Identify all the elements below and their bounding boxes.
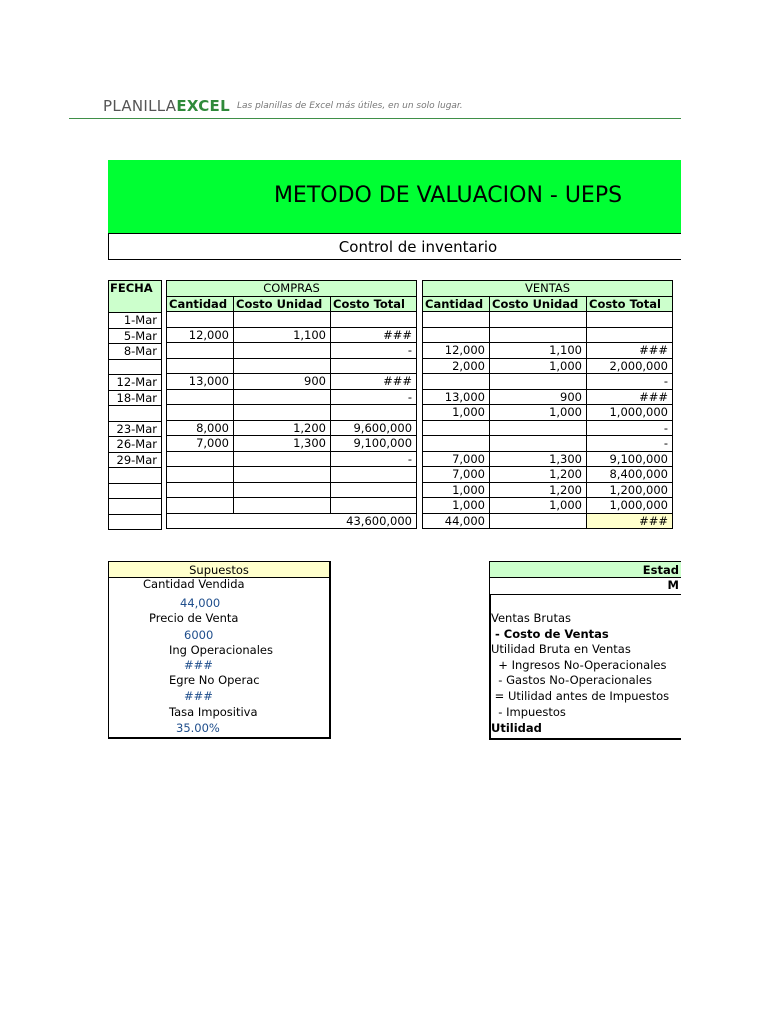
compras-costo-unidad-cell[interactable] bbox=[234, 498, 331, 514]
fecha-cell[interactable] bbox=[109, 499, 162, 515]
ventas-table bbox=[422, 280, 673, 529]
compras-cantidad-cell[interactable]: 7,000 bbox=[167, 436, 234, 452]
fecha-cell[interactable] bbox=[109, 483, 162, 499]
ventas-cantidad-cell[interactable]: 1,000 bbox=[423, 498, 490, 514]
table-row bbox=[109, 313, 162, 329]
ventas-cantidad-cell[interactable]: 7,000 bbox=[423, 467, 490, 483]
page-subtitle: Control de inventario bbox=[338, 238, 498, 256]
compras-costo-total-cell[interactable] bbox=[331, 482, 417, 498]
compras-costo-unidad-cell[interactable] bbox=[234, 467, 331, 483]
ventas-costo-total-cell[interactable]: 1,000,000 bbox=[587, 405, 673, 421]
ventas-costo-total-cell[interactable] bbox=[587, 327, 673, 343]
compras-costo-total-cell[interactable]: - bbox=[331, 389, 417, 405]
compras-col-costo-total: Costo Total bbox=[331, 296, 417, 312]
table-row bbox=[167, 358, 417, 374]
compras-costo-total-cell[interactable]: - bbox=[331, 451, 417, 467]
supuesto-value-precio-venta[interactable]: 6000 bbox=[184, 628, 214, 642]
ventas-cantidad-cell[interactable] bbox=[423, 327, 490, 343]
table-row bbox=[167, 312, 417, 328]
fecha-cell[interactable]: 1-Mar bbox=[109, 313, 162, 329]
supuesto-label-precio-venta: Precio de Venta bbox=[149, 611, 239, 625]
compras-costo-total-cell[interactable] bbox=[331, 498, 417, 514]
table-row bbox=[167, 374, 417, 390]
compras-costo-unidad-cell[interactable] bbox=[234, 358, 331, 374]
table-row bbox=[109, 359, 162, 375]
ventas-costo-unidad-cell[interactable]: 1,000 bbox=[490, 498, 587, 514]
compras-costo-unidad-cell[interactable] bbox=[234, 343, 331, 359]
ventas-costo-total-cell[interactable]: ### bbox=[587, 389, 673, 405]
fecha-cell[interactable] bbox=[109, 514, 162, 530]
table-row bbox=[167, 436, 417, 452]
table-row bbox=[423, 358, 673, 374]
brand-name-part1: PLANILLA bbox=[103, 97, 177, 115]
compras-cantidad-cell[interactable] bbox=[167, 343, 234, 359]
fecha-table bbox=[108, 280, 162, 530]
table-row bbox=[109, 344, 162, 360]
ventas-col-costo-total: Costo Total bbox=[587, 296, 673, 312]
fecha-cell[interactable]: 5-Mar bbox=[109, 328, 162, 344]
compras-costo-total-cell[interactable]: ### bbox=[331, 374, 417, 390]
table-row bbox=[423, 343, 673, 359]
compras-col-costo-unidad: Costo Unidad bbox=[234, 296, 331, 312]
table-row bbox=[167, 482, 417, 498]
compras-costo-unidad-cell[interactable] bbox=[234, 482, 331, 498]
table-row bbox=[167, 389, 417, 405]
fecha-cell[interactable]: 12-Mar bbox=[109, 375, 162, 391]
compras-costo-total-cell[interactable] bbox=[331, 405, 417, 421]
ventas-cantidad-cell[interactable] bbox=[423, 420, 490, 436]
table-row bbox=[109, 452, 162, 468]
table-row bbox=[109, 375, 162, 391]
table-row bbox=[109, 468, 162, 484]
table-row bbox=[109, 499, 162, 515]
compras-cantidad-cell[interactable] bbox=[167, 467, 234, 483]
compras-costo-total-cell[interactable] bbox=[331, 358, 417, 374]
compras-costo-total-cell[interactable]: 9,100,000 bbox=[331, 436, 417, 452]
compras-cantidad-cell[interactable] bbox=[167, 498, 234, 514]
supuesto-label-ing-operacionales: Ing Operacionales bbox=[169, 643, 273, 657]
table-row bbox=[167, 343, 417, 359]
compras-cantidad-cell[interactable]: 8,000 bbox=[167, 420, 234, 436]
table-row bbox=[423, 389, 673, 405]
table-row bbox=[109, 437, 162, 453]
table-row bbox=[167, 420, 417, 436]
table-row bbox=[423, 451, 673, 467]
estado-item: - Costo de Ventas bbox=[491, 627, 609, 641]
ventas-costo-total-cell[interactable] bbox=[587, 312, 673, 328]
ventas-costo-unidad-cell[interactable]: 1,100 bbox=[490, 343, 587, 359]
table-row bbox=[423, 482, 673, 498]
compras-costo-total-cell[interactable] bbox=[331, 312, 417, 328]
estado-item: - Impuestos bbox=[491, 705, 566, 719]
table-row bbox=[423, 436, 673, 452]
compras-costo-unidad-cell[interactable]: 1,300 bbox=[234, 436, 331, 452]
table-row bbox=[109, 421, 162, 437]
supuesto-label-cantidad-vendida: Cantidad Vendida bbox=[143, 577, 245, 591]
ventas-costo-unidad-cell[interactable] bbox=[490, 374, 587, 390]
ventas-costo-unidad-cell[interactable] bbox=[490, 312, 587, 328]
ventas-costo-total-cell[interactable]: - bbox=[587, 374, 673, 390]
estado-item: = Utilidad antes de Impuestos bbox=[491, 689, 670, 703]
ventas-costo-unidad-cell[interactable]: 1,200 bbox=[490, 467, 587, 483]
fecha-cell[interactable]: 26-Mar bbox=[109, 437, 162, 453]
compras-cantidad-cell[interactable] bbox=[167, 312, 234, 328]
compras-costo-total-cell[interactable] bbox=[331, 467, 417, 483]
table-row bbox=[423, 374, 673, 390]
table-row bbox=[109, 406, 162, 422]
compras-costo-total-cell[interactable]: - bbox=[331, 343, 417, 359]
compras-cantidad-cell[interactable]: 12,000 bbox=[167, 327, 234, 343]
ventas-costo-unidad-cell[interactable]: 1,000 bbox=[490, 405, 587, 421]
table-row bbox=[423, 327, 673, 343]
fecha-cell[interactable]: 23-Mar bbox=[109, 421, 162, 437]
ventas-costo-unidad-cell[interactable]: 1,200 bbox=[490, 482, 587, 498]
fecha-cell[interactable] bbox=[109, 468, 162, 484]
table-row bbox=[167, 327, 417, 343]
fecha-header: FECHA bbox=[109, 281, 162, 313]
supuesto-value-ing-operacionales[interactable]: ### bbox=[184, 658, 213, 672]
table-row bbox=[423, 312, 673, 328]
estado-item: + Ingresos No-Operacionales bbox=[491, 658, 667, 672]
fecha-cell[interactable]: 29-Mar bbox=[109, 452, 162, 468]
supuesto-label-egre-no-operac: Egre No Operac bbox=[169, 673, 260, 687]
ventas-col-costo-unidad: Costo Unidad bbox=[490, 296, 587, 312]
compras-costo-unidad-cell[interactable] bbox=[234, 389, 331, 405]
table-row bbox=[423, 467, 673, 483]
ventas-costo-unidad-cell[interactable]: 1,300 bbox=[490, 451, 587, 467]
ventas-costo-unidad-cell[interactable] bbox=[490, 327, 587, 343]
compras-cantidad-cell[interactable] bbox=[167, 389, 234, 405]
supuesto-value-egre-no-operac[interactable]: ### bbox=[184, 689, 213, 703]
ventas-costo-total-cell[interactable]: 1,200,000 bbox=[587, 482, 673, 498]
table-row bbox=[167, 451, 417, 467]
ventas-cantidad-cell[interactable]: 1,000 bbox=[423, 405, 490, 421]
estado-subtitle: M bbox=[489, 578, 681, 594]
table-row bbox=[167, 405, 417, 421]
ventas-total-blank-cell[interactable] bbox=[490, 513, 587, 529]
ventas-costo-total-cell[interactable]: 2,000,000 bbox=[587, 358, 673, 374]
ventas-cantidad-cell[interactable]: 1,000 bbox=[423, 482, 490, 498]
page-title: METODO DE VALUACION - UEPS bbox=[273, 183, 623, 208]
header-divider bbox=[69, 118, 681, 119]
ventas-costo-total-cell[interactable]: - bbox=[587, 420, 673, 436]
ventas-total-cantidad-cell[interactable]: 44,000 bbox=[423, 513, 490, 529]
fecha-cell[interactable] bbox=[109, 406, 162, 422]
brand-name-part2: EXCEL bbox=[176, 97, 230, 115]
ventas-total-costo-cell[interactable]: ### bbox=[587, 513, 673, 529]
compras-col-cantidad: Cantidad bbox=[167, 296, 234, 312]
ventas-costo-total-cell[interactable]: - bbox=[587, 436, 673, 452]
ventas-cantidad-cell[interactable] bbox=[423, 436, 490, 452]
ventas-cantidad-cell[interactable]: 2,000 bbox=[423, 358, 490, 374]
compras-cantidad-cell[interactable] bbox=[167, 451, 234, 467]
table-row bbox=[109, 390, 162, 406]
table-row bbox=[167, 498, 417, 514]
ventas-header: VENTAS bbox=[423, 281, 673, 297]
ventas-costo-unidad-cell[interactable] bbox=[490, 436, 587, 452]
table-row bbox=[423, 405, 673, 421]
estado-item: - Gastos No-Operacionales bbox=[491, 673, 652, 687]
compras-table bbox=[166, 280, 417, 529]
ventas-col-cantidad: Cantidad bbox=[423, 296, 490, 312]
compras-costo-unidad-cell[interactable]: 900 bbox=[234, 374, 331, 390]
table-row bbox=[167, 467, 417, 483]
compras-costo-total-cell[interactable]: 9,600,000 bbox=[331, 420, 417, 436]
estado-item: Utilidad bbox=[491, 721, 542, 735]
table-row bbox=[423, 498, 673, 514]
estado-item: Utilidad Bruta en Ventas bbox=[491, 642, 631, 656]
fecha-cell[interactable]: 18-Mar bbox=[109, 390, 162, 406]
ventas-cantidad-cell[interactable]: 12,000 bbox=[423, 343, 490, 359]
table-row bbox=[109, 483, 162, 499]
ventas-costo-unidad-cell[interactable]: 900 bbox=[490, 389, 587, 405]
compras-costo-unidad-cell[interactable] bbox=[234, 405, 331, 421]
compras-costo-unidad-cell[interactable]: 1,100 bbox=[234, 327, 331, 343]
table-row bbox=[423, 420, 673, 436]
ventas-costo-total-cell[interactable]: 1,000,000 bbox=[587, 498, 673, 514]
supuesto-value-tasa-impositiva[interactable]: 35.00% bbox=[176, 721, 220, 735]
supuesto-label-tasa-impositiva: Tasa Impositiva bbox=[169, 705, 258, 719]
ventas-costo-total-cell[interactable]: ### bbox=[587, 343, 673, 359]
compras-total-cell[interactable]: 43,600,000 bbox=[167, 513, 417, 529]
fecha-cell[interactable]: 8-Mar bbox=[109, 344, 162, 360]
compras-cantidad-cell[interactable] bbox=[167, 405, 234, 421]
ventas-costo-total-cell[interactable]: 8,400,000 bbox=[587, 467, 673, 483]
compras-costo-unidad-cell[interactable]: 1,200 bbox=[234, 420, 331, 436]
brand-tagline: Las planillas de Excel más útiles, en un solo lugar. bbox=[237, 101, 463, 111]
supuesto-value-cantidad-vendida[interactable]: 44,000 bbox=[180, 596, 221, 610]
fecha-cell[interactable] bbox=[109, 359, 162, 375]
ventas-cantidad-cell[interactable] bbox=[423, 374, 490, 390]
compras-costo-total-cell[interactable]: ### bbox=[331, 327, 417, 343]
compras-header: COMPRAS bbox=[167, 281, 417, 297]
compras-cantidad-cell[interactable]: 13,000 bbox=[167, 374, 234, 390]
table-row bbox=[109, 328, 162, 344]
brand-logo bbox=[103, 97, 230, 115]
estado-title: Estad bbox=[489, 561, 681, 578]
ventas-costo-total-cell[interactable]: 9,100,000 bbox=[587, 451, 673, 467]
compras-costo-unidad-cell[interactable] bbox=[234, 451, 331, 467]
supuestos-title: Supuestos bbox=[109, 562, 329, 578]
ventas-cantidad-cell[interactable]: 7,000 bbox=[423, 451, 490, 467]
compras-costo-unidad-cell[interactable] bbox=[234, 312, 331, 328]
estado-item: Ventas Brutas bbox=[491, 611, 571, 625]
compras-cantidad-cell[interactable] bbox=[167, 482, 234, 498]
ventas-cantidad-cell[interactable]: 13,000 bbox=[423, 389, 490, 405]
ventas-costo-unidad-cell[interactable] bbox=[490, 420, 587, 436]
ventas-cantidad-cell[interactable] bbox=[423, 312, 490, 328]
ventas-costo-unidad-cell[interactable]: 1,000 bbox=[490, 358, 587, 374]
compras-cantidad-cell[interactable] bbox=[167, 358, 234, 374]
